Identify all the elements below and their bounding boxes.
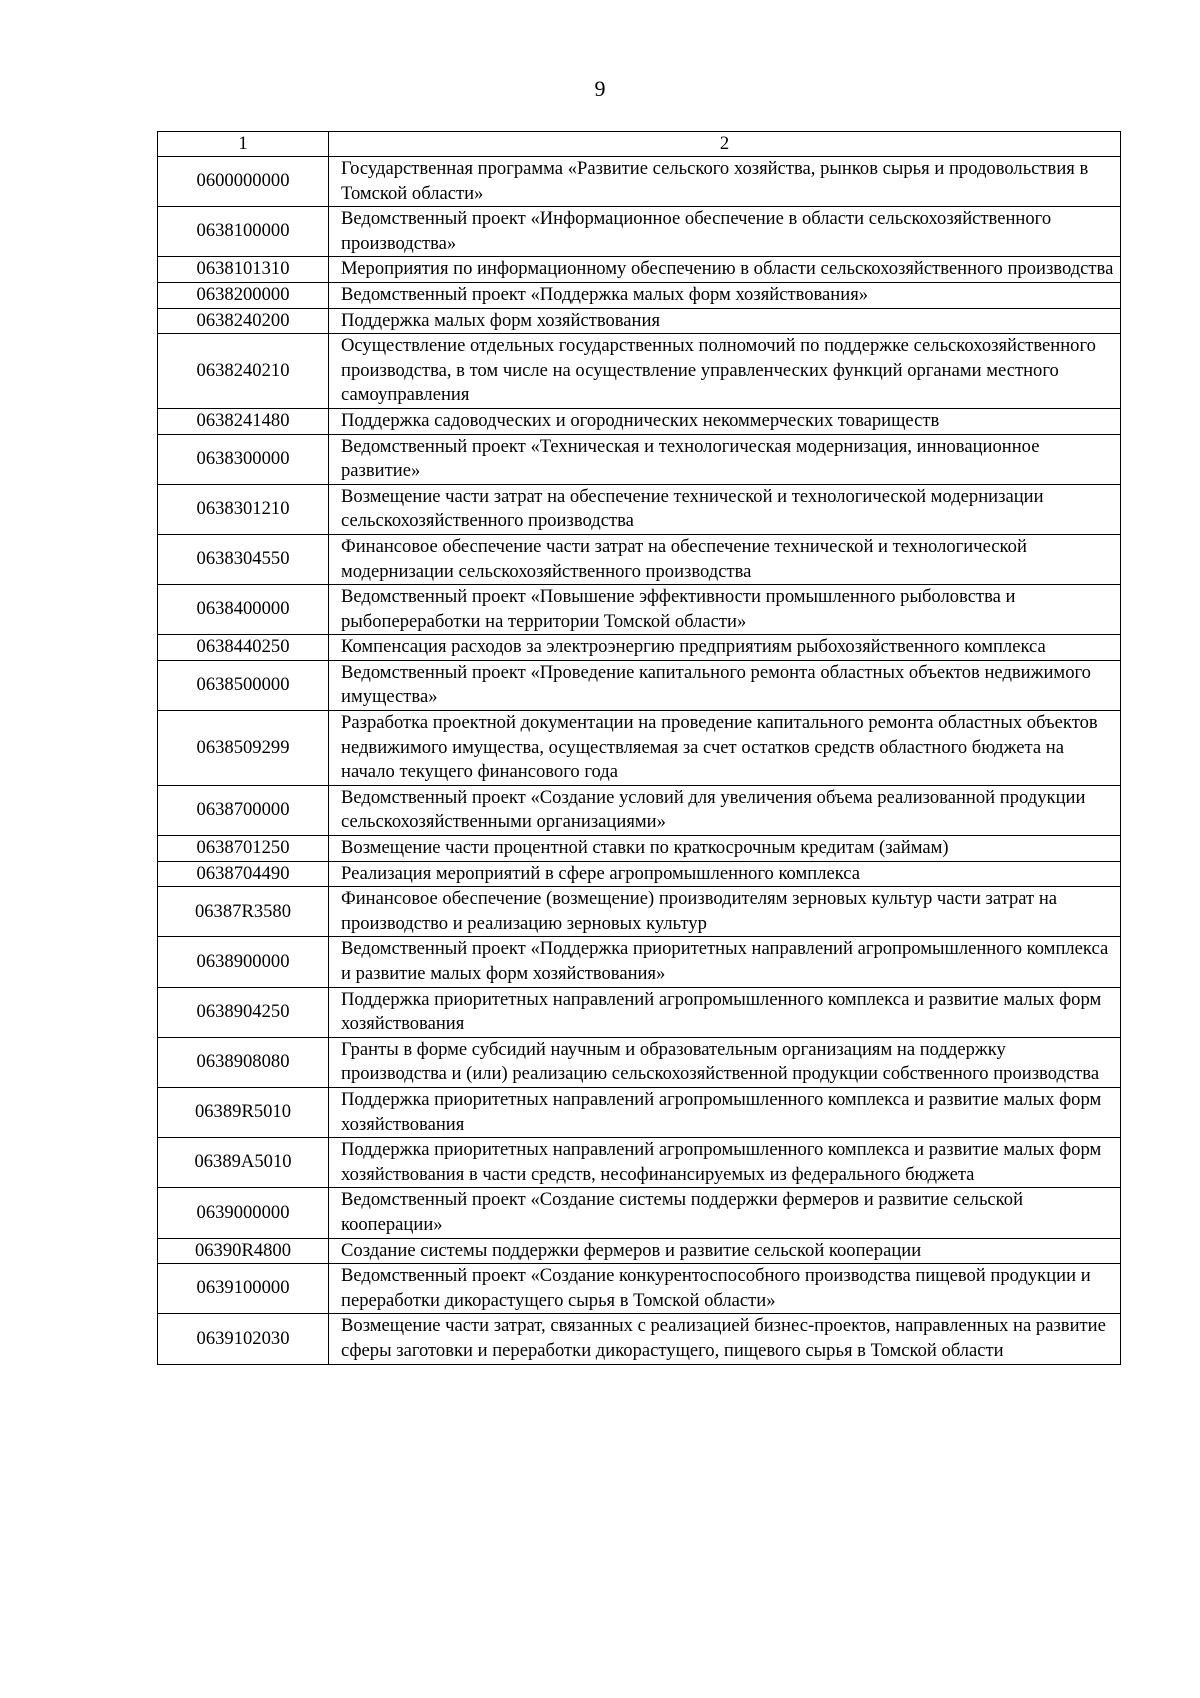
row-name: Поддержка приоритетных направлений агропромышленного комплекса и развитие малых форм хозяйствования xyxy=(329,987,1121,1037)
row-code: 0638240210 xyxy=(158,334,329,409)
row-code: 0638301210 xyxy=(158,484,329,534)
table-row xyxy=(158,887,1121,937)
table-row xyxy=(158,585,1121,635)
row-code: 0639102030 xyxy=(158,1314,329,1364)
table-row xyxy=(158,257,1121,283)
row-name: Гранты в форме субсидий научным и образовательным организациям на поддержку производства и (или) реализацию сельскохозяйственной продукции собственного производства xyxy=(329,1037,1121,1087)
page-number: 9 xyxy=(594,76,606,101)
row-code: 0638241480 xyxy=(158,408,329,434)
row-code: 0638701250 xyxy=(158,836,329,862)
row-code: 0638908080 xyxy=(158,1037,329,1087)
budget-code-table xyxy=(157,131,1121,1365)
table-row xyxy=(158,660,1121,710)
row-code: 0638704490 xyxy=(158,861,329,887)
table-row xyxy=(158,1037,1121,1087)
row-name: Возмещение части процентной ставки по краткосрочным кредитам (займам) xyxy=(329,836,1121,862)
row-code: 0638700000 xyxy=(158,785,329,835)
row-name: Ведомственный проект «Создание конкурентоспособного производства пищевой продукции и переработки дикорастущего сырья в Томской области» xyxy=(329,1264,1121,1314)
row-name: Финансовое обеспечение (возмещение) производителям зерновых культур части затрат на производство и реализацию зерновых культур xyxy=(329,887,1121,937)
column-header-name: 2 xyxy=(329,132,1121,157)
table-row xyxy=(158,711,1121,786)
column-header-code: 1 xyxy=(158,132,329,157)
row-code: 0638509299 xyxy=(158,711,329,786)
row-code: 06389A5010 xyxy=(158,1138,329,1188)
table-row xyxy=(158,836,1121,862)
row-name: Компенсация расходов за электроэнергию предприятиям рыбохозяйственного комплекса xyxy=(329,635,1121,661)
row-name: Ведомственный проект «Поддержка приоритетных направлений агропромышленного комплекса и развитие малых форм хозяйствования» xyxy=(329,937,1121,987)
row-code: 0638500000 xyxy=(158,660,329,710)
row-name: Осуществление отдельных государственных полномочий по поддержке сельскохозяйственного производства, в том числе на осуществление управленческих функций органами местного самоуправления xyxy=(329,334,1121,409)
row-name: Возмещение части затрат на обеспечение технической и технологической модернизации сельскохозяйственного производства xyxy=(329,484,1121,534)
table-row xyxy=(158,861,1121,887)
table-row xyxy=(158,534,1121,584)
row-code: 0638900000 xyxy=(158,937,329,987)
row-name: Ведомственный проект «Создание системы поддержки фермеров и развитие сельской кооперации» xyxy=(329,1188,1121,1238)
row-code: 0638240200 xyxy=(158,308,329,334)
row-name: Ведомственный проект «Техническая и технологическая модернизация, инновационное развитие» xyxy=(329,434,1121,484)
row-name: Ведомственный проект «Поддержка малых форм хозяйствования» xyxy=(329,282,1121,308)
row-name: Создание системы поддержки фермеров и развитие сельской кооперации xyxy=(329,1238,1121,1264)
row-code: 0638440250 xyxy=(158,635,329,661)
row-code: 0600000000 xyxy=(158,157,329,207)
row-name: Реализация мероприятий в сфере агропромышленного комплекса xyxy=(329,861,1121,887)
table-row xyxy=(158,1238,1121,1264)
table-row xyxy=(158,334,1121,409)
row-code: 06389R5010 xyxy=(158,1087,329,1137)
row-code: 0638400000 xyxy=(158,585,329,635)
row-code: 0638101310 xyxy=(158,257,329,283)
row-name: Поддержка малых форм хозяйствования xyxy=(329,308,1121,334)
row-name: Поддержка приоритетных направлений агропромышленного комплекса и развитие малых форм хозяйствования в части средств, несофинансируемых из федерального бюджета xyxy=(329,1138,1121,1188)
row-name: Мероприятия по информационному обеспечению в области сельскохозяйственного производства xyxy=(329,257,1121,283)
table-row xyxy=(158,937,1121,987)
table-row xyxy=(158,408,1121,434)
table-row xyxy=(158,1138,1121,1188)
row-code: 0638904250 xyxy=(158,987,329,1037)
table-row xyxy=(158,987,1121,1037)
row-name: Возмещение части затрат, связанных с реализацией бизнес-проектов, направленных на развитие сферы заготовки и переработки дикорастущего, пищевого сырья в Томской области xyxy=(329,1314,1121,1364)
row-name: Поддержка садоводческих и огороднических некоммерческих товариществ xyxy=(329,408,1121,434)
row-code: 0639100000 xyxy=(158,1264,329,1314)
row-name: Поддержка приоритетных направлений агропромышленного комплекса и развитие малых форм хозяйствования xyxy=(329,1087,1121,1137)
table-row xyxy=(158,785,1121,835)
row-code: 06387R3580 xyxy=(158,887,329,937)
table-row xyxy=(158,434,1121,484)
table-row xyxy=(158,157,1121,207)
table-body xyxy=(158,157,1121,1365)
row-name: Финансовое обеспечение части затрат на обеспечение технической и технологической модернизации сельскохозяйственного производства xyxy=(329,534,1121,584)
table-row xyxy=(158,1264,1121,1314)
row-code: 0638100000 xyxy=(158,207,329,257)
row-name: Разработка проектной документации на проведение капитального ремонта областных объектов недвижимого имущества, осуществляемая за счет остатков средств областного бюджета на начало текущего финансового года xyxy=(329,711,1121,786)
table-header-row xyxy=(158,132,1121,157)
table-row xyxy=(158,1087,1121,1137)
table-row xyxy=(158,1188,1121,1238)
table-row xyxy=(158,1314,1121,1364)
row-code: 0638300000 xyxy=(158,434,329,484)
row-name: Государственная программа «Развитие сельского хозяйства, рынков сырья и продовольствия в Томской области» xyxy=(329,157,1121,207)
table-row xyxy=(158,635,1121,661)
table-row xyxy=(158,207,1121,257)
row-name: Ведомственный проект «Информационное обеспечение в области сельскохозяйственного производства» xyxy=(329,207,1121,257)
row-name: Ведомственный проект «Повышение эффективности промышленного рыболовства и рыбопереработки на территории Томской области» xyxy=(329,585,1121,635)
table-row xyxy=(158,484,1121,534)
row-code: 0638200000 xyxy=(158,282,329,308)
table-row xyxy=(158,282,1121,308)
table-row xyxy=(158,308,1121,334)
row-code: 0638304550 xyxy=(158,534,329,584)
row-name: Ведомственный проект «Создание условий для увеличения объема реализованной продукции сельскохозяйственными организациями» xyxy=(329,785,1121,835)
row-name: Ведомственный проект «Проведение капитального ремонта областных объектов недвижимого имущества» xyxy=(329,660,1121,710)
row-code: 0639000000 xyxy=(158,1188,329,1238)
row-code: 06390R4800 xyxy=(158,1238,329,1264)
